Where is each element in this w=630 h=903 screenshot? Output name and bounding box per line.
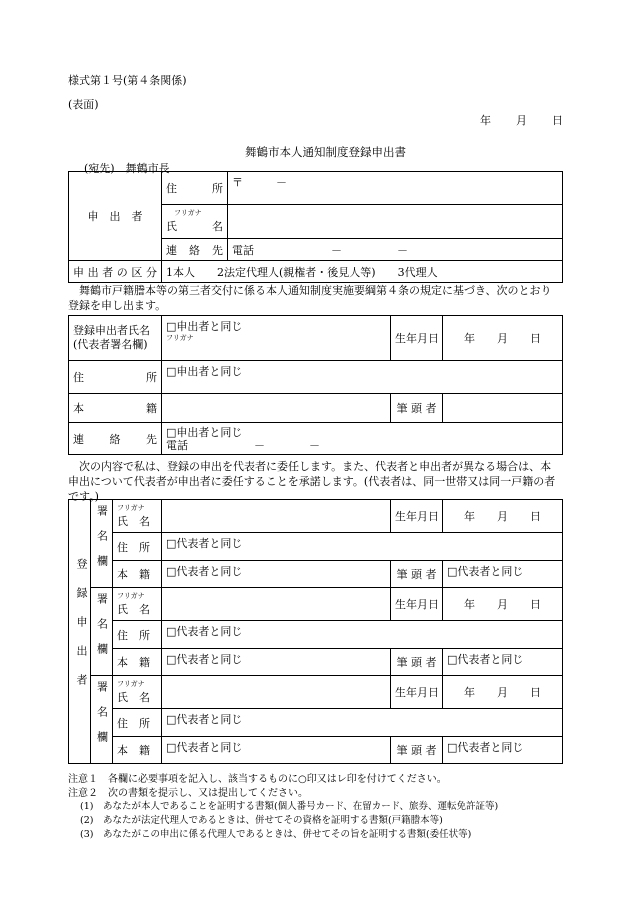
member-domicile-field[interactable]: [162, 561, 391, 588]
registrant-address-field[interactable]: [162, 361, 563, 394]
head-label: 筆 頭 者: [391, 649, 443, 676]
note-item-1: (1) あなたが本人であることを証明する書類(個人番号カード、在留カード、旅券、運転免許証等): [80, 801, 499, 812]
member-address-field[interactable]: [162, 533, 563, 561]
side-label: (表面): [68, 98, 99, 111]
member-head-field[interactable]: [443, 649, 563, 676]
registrant-contact-field[interactable]: [162, 423, 563, 455]
same-as-rep-checkbox[interactable]: □ 代表者と同じ: [166, 625, 242, 638]
domicile-label: 本 籍: [113, 737, 162, 764]
member-domicile-field[interactable]: [162, 649, 391, 676]
name-label-cell: [113, 676, 162, 709]
registrant-address-label: 住 所: [69, 361, 162, 394]
birth-label: 生年月日: [391, 676, 443, 709]
name-label: 氏 名: [117, 690, 150, 704]
furigana-label: フリガナ: [166, 334, 194, 342]
applicant-address-label: 住 所: [162, 172, 228, 205]
applicant-table: [68, 171, 563, 283]
note-item-3: (3) あなたがこの申出に係る代理人であるときは、併せてその旨を証明する書類(委任状等): [80, 829, 472, 840]
applicant-name-label-cell: [162, 205, 228, 239]
postal-mark: 〒 －: [232, 176, 287, 189]
date-day: 日: [552, 114, 563, 127]
same-as-rep-checkbox[interactable]: □ 代表者と同じ: [447, 653, 523, 666]
note-1: 注意１ 各欄に必要事項を記入し、該当するものに○印又はレ印を付けてください。: [68, 774, 447, 785]
same-as-rep-checkbox[interactable]: □ 代表者と同じ: [166, 653, 242, 666]
furigana-label: フリガナ: [174, 209, 202, 217]
member-address-field[interactable]: [162, 621, 563, 649]
address-label: 住 所: [113, 709, 162, 737]
date-month: 月: [516, 114, 527, 127]
sign-column-label: 署名欄: [91, 588, 113, 676]
applicant-name-field[interactable]: [228, 205, 563, 239]
member-name-field[interactable]: [162, 676, 391, 709]
same-as-rep-checkbox[interactable]: □ 代表者と同じ: [166, 713, 242, 726]
registrant-domicile-field[interactable]: [162, 394, 391, 423]
note-item-2: (2) あなたが法定代理人であるときは、併せてその資格を証明する書類(戸籍謄本等): [80, 815, 443, 826]
addressee: (宛先) 舞鶴市長: [84, 162, 170, 175]
head-label: 筆 頭 者: [391, 561, 443, 588]
note-2: 注意２ 次の書類を提示し、又は提出してください。: [68, 788, 308, 799]
applicant-header: 申 出 者: [69, 172, 162, 261]
applicant-phone-field[interactable]: [228, 239, 563, 261]
member-head-field[interactable]: [443, 561, 563, 588]
category-label: 申出者の区分: [69, 261, 162, 283]
name-label: 氏 名: [117, 602, 150, 616]
same-as-applicant-checkbox[interactable]: □ 申出者と同じ: [166, 365, 242, 378]
head-label: 筆 頭 者: [391, 737, 443, 764]
same-as-rep-checkbox[interactable]: □ 代表者と同じ: [166, 741, 242, 754]
member-domicile-field[interactable]: [162, 737, 391, 764]
date-year: 年: [480, 114, 491, 127]
intro-text: 舞鶴市戸籍謄本等の第三者交付に係る本人通知制度実施要綱第４条の規定に基づき、次のとおり登録を申し出ます。: [68, 284, 552, 312]
registrant-name-field[interactable]: [162, 316, 391, 361]
member-address-field[interactable]: [162, 709, 563, 737]
birth-field[interactable]: 年 月 日: [443, 500, 563, 533]
applicant-phone: 電話 － －: [232, 243, 408, 257]
furigana-label: フリガナ: [117, 679, 145, 688]
member-name-field[interactable]: [162, 500, 391, 533]
address-label: 住 所: [113, 533, 162, 561]
registrant-domicile-label: 本 籍: [69, 394, 162, 423]
member-head-field[interactable]: [443, 737, 563, 764]
name-label-cell: [113, 588, 162, 621]
group-table: [68, 499, 563, 764]
form-number: 様式第１号(第４条関係): [68, 74, 187, 87]
domicile-label: 本 籍: [113, 561, 162, 588]
birth-field[interactable]: 年 月 日: [443, 588, 563, 621]
birth-label: 生年月日: [391, 588, 443, 621]
furigana-label: フリガナ: [117, 503, 145, 512]
registrant-table: [68, 315, 563, 455]
birth-field[interactable]: 年 月 日: [443, 676, 563, 709]
same-as-rep-checkbox[interactable]: □ 代表者と同じ: [447, 741, 523, 754]
head-field[interactable]: [443, 394, 563, 423]
head-label: 筆 頭 者: [391, 394, 443, 423]
member-name-field[interactable]: [162, 588, 391, 621]
furigana-label: フリガナ: [117, 591, 145, 600]
registrant-contact-label: 連 絡 先: [69, 423, 162, 455]
registrant-phone: 電話 － －: [166, 438, 320, 452]
same-as-applicant-checkbox[interactable]: □ 申出者と同じ: [166, 320, 242, 333]
registrants-side-label: 登録申出者: [69, 500, 91, 764]
same-as-rep-checkbox[interactable]: □ 代表者と同じ: [166, 537, 242, 550]
same-as-applicant-checkbox[interactable]: □ 申出者と同じ: [166, 426, 558, 439]
same-as-rep-checkbox[interactable]: □ 代表者と同じ: [447, 565, 523, 578]
sign-column-label: 署名欄: [91, 500, 113, 588]
category-options[interactable]: 1本人 2法定代理人(親権者・後見人等) 3代理人: [162, 261, 563, 283]
birth-label: 生年月日: [391, 316, 443, 361]
domicile-label: 本 籍: [113, 649, 162, 676]
birth-label: 生年月日: [391, 500, 443, 533]
same-as-rep-checkbox[interactable]: □ 代表者と同じ: [166, 565, 242, 578]
sign-column-label: 署名欄: [91, 676, 113, 764]
registrant-name-label: 登録申出者氏名(代表者署名欄): [69, 316, 162, 361]
name-label: 氏 名: [117, 514, 150, 528]
name-label-cell: [113, 500, 162, 533]
delegation-text: 次の内容で私は、登録の申出を代表者に委任します。また、代表者と申出者が異なる場合は、本申出について代表者が申出者に委任することを承諾します。(代表者は、同一世帯又は同一戸籍の者です。): [68, 460, 556, 503]
birth-field[interactable]: 年 月 日: [443, 316, 563, 361]
page-title: 舞鶴市本人通知制度登録申出書: [245, 145, 406, 159]
applicant-contact-label: 連 絡 先: [162, 239, 228, 261]
applicant-address-field[interactable]: [228, 172, 563, 205]
applicant-name-label: 氏 名: [166, 220, 223, 233]
address-label: 住 所: [113, 621, 162, 649]
